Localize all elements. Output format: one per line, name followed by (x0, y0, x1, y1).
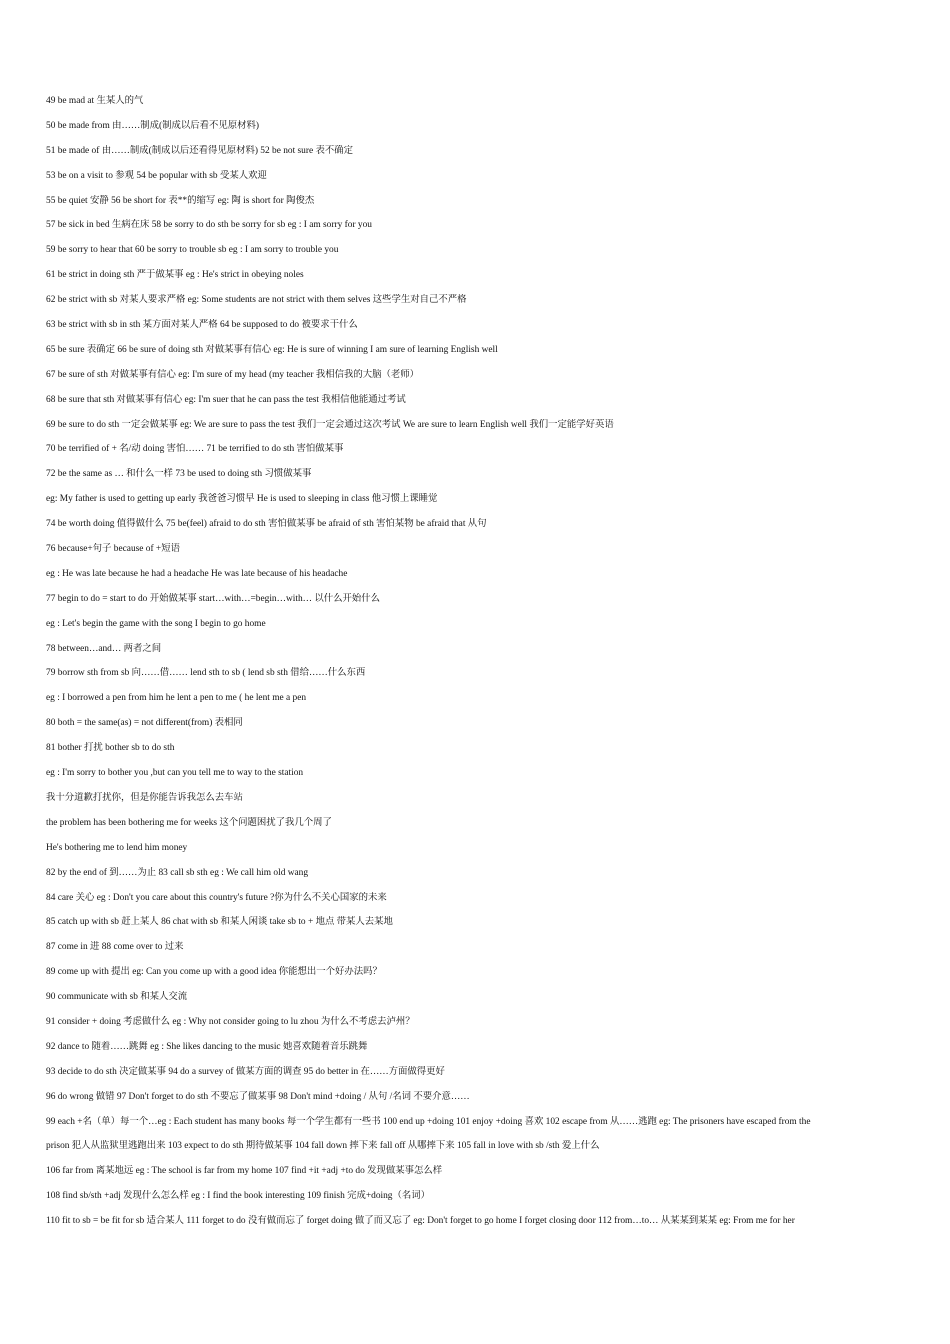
text-line: 51 be made of 由……制成(制成以后还看得见原材料) 52 be not sure 表不确定 (46, 145, 353, 156)
text-line: 77 begin to do = start to do 开始做某事 start…with…=begin…with… 以什么开始什么 (46, 593, 380, 604)
text-line: 80 both = the same(as) = not different(from) 表相同 (46, 718, 243, 729)
text-line: the problem has been bothering me for weeks 这个问题困扰了我几个周了 (46, 817, 332, 828)
text-line: 65 be sure 表确定 66 be sure of doing sth 对做某事有信心 eg: He is sure of winning I am sure of learning English well (46, 344, 498, 355)
text-line: eg : I borrowed a pen from him he lent a pen to me ( he lent me a pen (46, 693, 307, 704)
text-line: 90 communicate with sb 和某人交流 (46, 992, 188, 1003)
text-line: 69 be sure to do sth 一定会做某事 eg: We are sure to pass the test 我们一定会通过这次考试 We are sure to learn English well 我们一定能学好英语 (46, 419, 614, 430)
text-line: 63 be strict with sb in sth 某方面对某人严格 64 be supposed to do 被要求干什么 (46, 320, 358, 331)
text-line: 93 decide to do sth 决定做某事 94 do a survey of 做某方面的调查 95 do better in 在……方面做得更好 (46, 1066, 445, 1077)
text-line: 72 be the same as … 和什么一样 73 be used to doing sth 习惯做某事 (46, 469, 312, 480)
text-line: 79 borrow sth from sb 向……借…… lend sth to sb ( lend sb sth 借给……什么东西 (46, 668, 366, 679)
text-line: eg : He was late because he had a headache He was late because of his headache (46, 568, 348, 579)
text-line: 我十分道歉打扰你，但是你能告诉我怎么去车站 (46, 792, 243, 803)
text-line: 91 consider + doing 考虑做什么 eg : Why not consider going to lu zhou 为什么不考虑去泸州？ (46, 1016, 415, 1027)
text-line: 110 fit to sb = be fit for sb 适合某人 111 forget to do 没有做而忘了 forget doing 做了而又忘了 eg: Don't forget to go home I forget closing door 112 from…to… 从某某到某某 eg: From me for her (46, 1216, 795, 1227)
text-line: 50 be made from 由……制成(制成以后看不见原材料) (46, 120, 259, 131)
text-line: 67 be sure of sth 对做某事有信心 eg: I'm sure of my head (my teacher 我相信我的大脑（老师） (46, 369, 419, 380)
text-line: 108 find sb/sth +adj 发现什么怎么样 eg : I find the book interesting 109 finish 完成+doing（名词） (46, 1191, 430, 1202)
text-line: eg : I'm sorry to bother you ,but can you tell me to way to the station (46, 768, 304, 779)
text-line: eg : Let's begin the game with the song I begin to go home (46, 618, 266, 629)
text-line: 82 by the end of 到……为止 83 call sb sth eg : We call him old wang (46, 867, 309, 878)
text-line: prison 犯人从监狱里逃跑出来 103 expect to do sth 期待做某事 104 fall down 摔下来 fall off 从哪摔下来 105 fall in love with sb /sth 爱上什么 (46, 1141, 600, 1152)
text-line: 62 be strict with sb 对某人要求严格 eg: Some students are not strict with them selves 这些学生对自己不严格 (46, 295, 467, 306)
text-line: 68 be sure that sth 对做某事有信心 eg: I'm suer that he can pass the test 我相信他能通过考试 (46, 394, 406, 405)
text-line: eg: My father is used to getting up early 我爸爸习惯早 He is used to sleeping in class 他习惯上课睡觉 (46, 494, 438, 505)
text-line: 99 each +名（单）每一个…eg : Each student has many books 每一个学生都有一些书 100 end up +doing 101 enjoy +doing 喜欢 102 escape from 从……逃跑 eg: The prisoners have escaped from the (46, 1116, 811, 1127)
text-line: 78 between…and… 两者之间 (46, 643, 162, 654)
text-line: 53 be on a visit to 参观 54 be popular with sb 受某人欢迎 (46, 170, 267, 181)
text-line: 81 bother 打扰 bother sb to do sth (46, 743, 175, 754)
text-line: 89 come up with 提出 eg: Can you come up with a good idea 你能想出一个好办法吗？ (46, 967, 382, 978)
text-line: 74 be worth doing 值得做什么 75 be(feel) afraid to do sth 害怕做某事 be afraid of sth 害怕某物 be afraid that 从句 (46, 519, 487, 530)
text-line: 61 be strict in doing sth 严于做某事 eg : He's strict in obeying noles (46, 270, 304, 281)
text-line: 84 care 关心 eg : Don't you care about this country's future ?你为什么不关心国家的未来 (46, 892, 387, 903)
text-line: He's bothering me to lend him money (46, 842, 188, 853)
text-line: 55 be quiet 安静 56 be short for 表**的缩写 eg: 陶 is short for 陶俊杰 (46, 195, 315, 206)
text-line: 76 because+句子 because of +短语 (46, 544, 180, 555)
text-line: 70 be terrified of + 名/动 doing 害怕…… 71 be terrified to do sth 害怕做某事 (46, 444, 344, 455)
text-line: 85 catch up with sb 赶上某人 86 chat with sb 和某人闲谈 take sb to + 地点 带某人去某地 (46, 917, 393, 928)
text-line: 57 be sick in bed 生病在床 58 be sorry to do sth be sorry for sb eg : I am sorry for you (46, 220, 372, 231)
text-line: 106 far from 离某地远 eg : The school is far from my home 107 find +it +adj +to do 发现做某事怎么样 (46, 1166, 443, 1177)
text-line: 87 come in 进 88 come over to 过来 (46, 942, 184, 953)
text-line: 92 dance to 随着……跳舞 eg : She likes dancing to the music 她喜欢随着音乐跳舞 (46, 1041, 368, 1052)
text-line: 49 be mad at 生某人的气 (46, 96, 144, 106)
text-line: 59 be sorry to hear that 60 be sorry to trouble sb eg : I am sorry to trouble you (46, 245, 339, 256)
document-body (46, 95, 908, 1240)
text-line: 96 do wrong 做错 97 Don't forget to do sth 不要忘了做某事 98 Don't mind +doing / 从句 /名词 不要介意…… (46, 1091, 470, 1102)
